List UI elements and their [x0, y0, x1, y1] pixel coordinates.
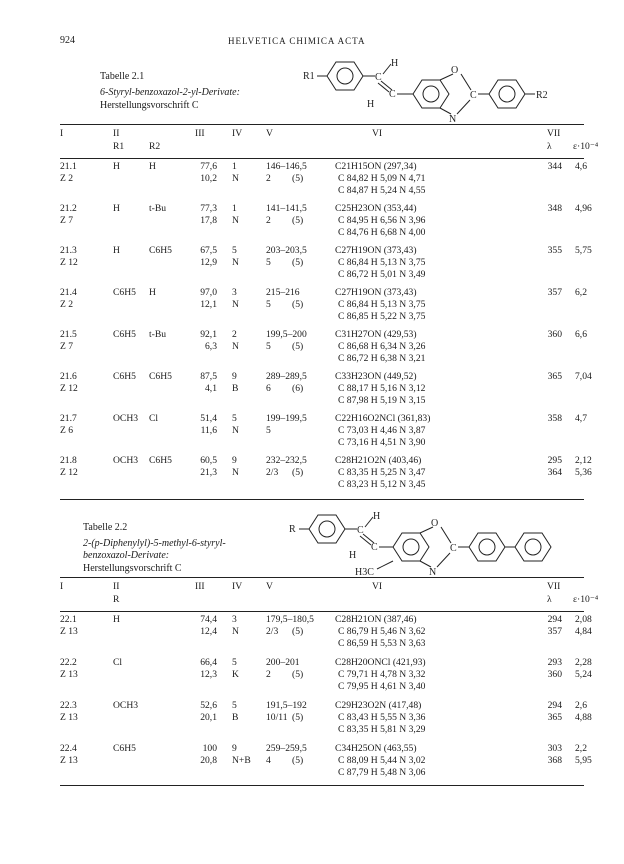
row-iv-1: 5	[232, 700, 237, 711]
row-formula: C27H19ON (373,43)	[335, 287, 417, 298]
row-r1: OCH3	[113, 455, 139, 466]
subheader-lambda: λ	[547, 594, 552, 605]
row-formula: C27H19ON (373,43)	[335, 245, 417, 256]
row-epsilon: 2,08	[575, 614, 592, 625]
table2-subtitle: Herstellungsvorschrift C	[83, 563, 182, 574]
row-melting-point: 259–259,5	[266, 743, 307, 754]
row-lambda: 360	[547, 329, 562, 340]
row-r2: H	[149, 287, 156, 298]
col-header: V	[266, 581, 273, 592]
col-header: III	[195, 581, 205, 592]
row-analysis-found: C 79,95 H 4,61 N 3,40	[338, 681, 426, 692]
row-r2: t-Bu	[149, 329, 167, 340]
row-lambda: 368	[547, 755, 562, 766]
row-id: 21.4	[60, 287, 77, 298]
table2-title-line1: 2-(p-Diphenylyl)-5-methyl-6-styryl-	[83, 538, 226, 549]
row-yield-2: 20,1	[200, 712, 217, 723]
row-v-3: (5)	[292, 467, 304, 478]
row-epsilon: 5,36	[575, 467, 592, 478]
row-iv-2: K	[232, 669, 239, 680]
row-analysis-calc: C 83,35 H 5,25 N 3,47	[338, 467, 426, 478]
row-yield-2: 11,6	[200, 425, 217, 436]
row-r2: Cl	[149, 413, 159, 424]
structure-diagram-1	[285, 52, 585, 132]
row-epsilon: 2,12	[575, 455, 592, 466]
row-iv-2: N	[232, 299, 239, 310]
subheader-r1: R1	[113, 141, 125, 152]
row-id: 21.1	[60, 161, 77, 172]
row-lambda: 357	[547, 287, 562, 298]
table-row	[0, 657, 624, 695]
row-v-3: (5)	[292, 173, 304, 184]
row-r2: H	[149, 161, 156, 172]
col-header: VII	[547, 581, 561, 592]
row-yield-2: 12,1	[200, 299, 217, 310]
col-header: VII	[547, 128, 561, 139]
row-formula: C34H25ON (463,55)	[335, 743, 417, 754]
row-yield-2: 10,2	[200, 173, 217, 184]
row-r1: H	[113, 203, 120, 214]
row-epsilon: 2,2	[575, 743, 587, 754]
struct1-h-bot: H	[367, 99, 375, 110]
col-header: II	[113, 128, 120, 139]
row-id: 21.5	[60, 329, 77, 340]
row-melting-point: 200–201	[266, 657, 300, 668]
row-yield-1: 77,3	[200, 203, 217, 214]
row-z: Z 12	[60, 257, 78, 268]
row-z: Z 13	[60, 626, 78, 637]
row-v-3: (5)	[292, 299, 304, 310]
row-iv-2: N	[232, 215, 239, 226]
table-row	[0, 614, 624, 652]
row-iv-1: 1	[232, 161, 237, 172]
table-row	[0, 371, 624, 409]
row-iv-1: 1	[232, 203, 237, 214]
struct2-c3: C	[450, 543, 457, 554]
row-epsilon: 5,95	[575, 755, 592, 766]
row-analysis-found: C 83,23 H 5,12 N 3,45	[338, 479, 426, 490]
row-yield-1: 97,0	[200, 287, 217, 298]
table-row	[0, 700, 624, 738]
row-z: Z 2	[60, 299, 74, 310]
table-row	[0, 743, 624, 781]
row-v-3: (5)	[292, 712, 304, 723]
col-header: I	[60, 581, 64, 592]
row-analysis-found: C 84,87 H 5,24 N 4,55	[338, 185, 426, 196]
row-v-2: 5	[266, 341, 271, 352]
row-z: Z 12	[60, 467, 78, 478]
row-iv-1: 2	[232, 329, 237, 340]
row-v-2: 2	[266, 173, 271, 184]
row-yield-1: 66,4	[200, 657, 217, 668]
row-iv-1: 9	[232, 743, 237, 754]
row-epsilon: 4,6	[575, 161, 587, 172]
row-iv-1: 3	[232, 614, 237, 625]
row-yield-2: 6,3	[205, 341, 217, 352]
row-id: 22.1	[60, 614, 77, 625]
row-iv-1: 9	[232, 371, 237, 382]
row-r1: C6H5	[113, 371, 136, 382]
row-r1: C6H5	[113, 287, 136, 298]
row-yield-2: 20,8	[200, 755, 217, 766]
row-formula: C33H23ON (449,52)	[335, 371, 417, 382]
row-analysis-calc: C 88,09 H 5,44 N 3,02	[338, 755, 426, 766]
row-lambda: 344	[547, 161, 562, 172]
row-v-2: 10/11	[266, 712, 288, 723]
row-yield-1: 51,4	[200, 413, 217, 424]
row-v-3: (5)	[292, 755, 304, 766]
page-number: 924	[60, 35, 75, 46]
row-z: Z 7	[60, 341, 74, 352]
row-epsilon: 2,28	[575, 657, 592, 668]
row-analysis-calc: C 86,84 H 5,13 N 3,75	[338, 299, 426, 310]
struct1-o: O	[451, 65, 459, 76]
row-yield-1: 74,4	[200, 614, 217, 625]
row-yield-2: 12,4	[200, 626, 217, 637]
row-v-3: (5)	[292, 257, 304, 268]
row-iv-2: B	[232, 712, 239, 723]
row-formula: C29H23O2N (417,48)	[335, 700, 422, 711]
row-analysis-calc: C 86,68 H 6,34 N 3,26	[338, 341, 426, 352]
row-iv-2: N	[232, 173, 239, 184]
row-melting-point: 199–199,5	[266, 413, 307, 424]
row-epsilon: 5,24	[575, 669, 592, 680]
table-row	[0, 287, 624, 325]
row-yield-2: 17,8	[200, 215, 217, 226]
table-row	[0, 329, 624, 367]
struct2-n: N	[429, 567, 437, 578]
struct2-h-top: H	[373, 511, 381, 522]
struct1-c3: C	[470, 90, 477, 101]
row-r1: C6H5	[113, 329, 136, 340]
col-header: III	[195, 128, 205, 139]
row-lambda: 293	[547, 657, 562, 668]
row-yield-1: 87,5	[200, 371, 217, 382]
row-id: 21.7	[60, 413, 77, 424]
struct1-c2: C	[389, 89, 396, 100]
row-epsilon: 5,75	[575, 245, 592, 256]
row-yield-2: 12,3	[200, 669, 217, 680]
row-analysis-found: C 86,72 H 6,38 N 3,21	[338, 353, 426, 364]
row-epsilon: 2,6	[575, 700, 587, 711]
row-lambda: 355	[547, 245, 562, 256]
row-r: OCH3	[113, 700, 139, 711]
row-lambda: 294	[547, 614, 562, 625]
row-melting-point: 232–232,5	[266, 455, 307, 466]
row-analysis-found: C 84,76 H 6,68 N 4,00	[338, 227, 426, 238]
row-iv-1: 5	[232, 413, 237, 424]
row-iv-1: 9	[232, 455, 237, 466]
row-epsilon: 4,84	[575, 626, 592, 637]
row-iv-2: N	[232, 425, 239, 436]
row-analysis-found: C 87,79 H 5,48 N 3,06	[338, 767, 426, 778]
table1-title: 6-Styryl-benzoxazol-2-yl-Derivate:	[100, 87, 240, 98]
table1-label: Tabelle 2.1	[100, 71, 145, 82]
row-analysis-calc: C 88,17 H 5,16 N 3,12	[338, 383, 426, 394]
row-yield-1: 77,6	[200, 161, 217, 172]
col-header: VI	[372, 581, 383, 592]
row-id: 21.6	[60, 371, 77, 382]
table1-header	[0, 128, 624, 158]
row-melting-point: 289–289,5	[266, 371, 307, 382]
col-header: II	[113, 581, 120, 592]
row-z: Z 12	[60, 383, 78, 394]
subheader-eps: ε·10⁻⁴	[573, 141, 599, 152]
row-v-3: (5)	[292, 215, 304, 226]
table-row	[0, 455, 624, 493]
row-analysis-found: C 87,98 H 5,19 N 3,15	[338, 395, 426, 406]
struct1-c1: C	[375, 72, 382, 83]
row-analysis-calc: C 84,95 H 6,56 N 3,96	[338, 215, 426, 226]
row-analysis-calc: C 86,79 H 5,46 N 3,62	[338, 626, 426, 637]
table-row	[0, 161, 624, 199]
row-yield-1: 92,1	[200, 329, 217, 340]
row-analysis-found: C 86,85 H 5,22 N 3,75	[338, 311, 426, 322]
row-epsilon: 7,04	[575, 371, 592, 382]
row-v-2: 4	[266, 755, 271, 766]
table2-title-line2: benzoxazol-Derivate:	[83, 550, 170, 561]
row-r2: t-Bu	[149, 203, 167, 214]
struct2-h-bot: H	[349, 550, 357, 561]
table-row	[0, 413, 624, 451]
table-row	[0, 245, 624, 283]
row-analysis-found: C 73,16 H 4,51 N 3,90	[338, 437, 426, 448]
row-yield-1: 52,6	[200, 700, 217, 711]
row-iv-2: B	[232, 383, 239, 394]
row-iv-1: 3	[232, 287, 237, 298]
row-formula: C22H16O2NCl (361,83)	[335, 413, 431, 424]
row-id: 21.8	[60, 455, 77, 466]
row-iv-1: 5	[232, 245, 237, 256]
row-v-2: 6	[266, 383, 271, 394]
row-melting-point: 203–203,5	[266, 245, 307, 256]
row-r: C6H5	[113, 743, 136, 754]
subheader-eps: ε·10⁻⁴	[573, 594, 599, 605]
row-lambda: 295	[547, 455, 562, 466]
row-formula: C28H20ONCl (421,93)	[335, 657, 426, 668]
row-id: 21.3	[60, 245, 77, 256]
row-melting-point: 141–141,5	[266, 203, 307, 214]
col-header: IV	[232, 581, 243, 592]
row-formula: C21H15ON (297,34)	[335, 161, 417, 172]
row-iv-2: N	[232, 467, 239, 478]
row-r1: H	[113, 245, 120, 256]
row-iv-1: 5	[232, 657, 237, 668]
row-formula: C31H27ON (429,53)	[335, 329, 417, 340]
row-z: Z 6	[60, 425, 74, 436]
subheader-lambda: λ	[547, 141, 552, 152]
row-id: 22.3	[60, 700, 77, 711]
row-melting-point: 191,5–192	[266, 700, 307, 711]
row-r: Cl	[113, 657, 123, 668]
struct1-r1: R1	[303, 71, 315, 82]
struct2-c1: C	[357, 525, 364, 536]
struct1-h-top: H	[391, 58, 399, 69]
row-analysis-found: C 86,72 H 5,01 N 3,49	[338, 269, 426, 280]
row-analysis-calc: C 79,71 H 4,78 N 3,32	[338, 669, 426, 680]
row-lambda: 303	[547, 743, 562, 754]
row-yield-1: 100	[202, 743, 217, 754]
row-melting-point: 179,5–180,5	[266, 614, 314, 625]
row-yield-2: 21,3	[200, 467, 217, 478]
row-v-3: (6)	[292, 383, 304, 394]
row-analysis-calc: C 73,03 H 4,46 N 3,87	[338, 425, 426, 436]
struct2-o: O	[431, 518, 439, 529]
col-header: VI	[372, 128, 383, 139]
row-z: Z 13	[60, 712, 78, 723]
row-iv-2: N+B	[232, 755, 251, 766]
row-id: 22.4	[60, 743, 77, 754]
struct1-n: N	[449, 114, 457, 125]
row-id: 21.2	[60, 203, 77, 214]
row-yield-2: 4,1	[205, 383, 217, 394]
row-v-2: 5	[266, 425, 271, 436]
struct2-r: R	[289, 524, 296, 535]
row-v-2: 5	[266, 257, 271, 268]
row-v-2: 5	[266, 299, 271, 310]
row-v-2: 2/3	[266, 467, 279, 478]
row-iv-2: N	[232, 257, 239, 268]
table-row	[0, 203, 624, 241]
row-lambda: 358	[547, 413, 562, 424]
row-v-2: 2/3	[266, 626, 279, 637]
row-r2: C6H5	[149, 371, 172, 382]
row-lambda: 348	[547, 203, 562, 214]
row-lambda: 365	[547, 371, 562, 382]
row-lambda: 357	[547, 626, 562, 637]
structure-diagram-2	[285, 505, 585, 585]
running-head: HELVETICA CHIMICA ACTA	[228, 36, 366, 46]
row-lambda: 360	[547, 669, 562, 680]
row-r2: C6H5	[149, 455, 172, 466]
struct2-h3c: H3C	[355, 567, 374, 578]
row-lambda: 294	[547, 700, 562, 711]
row-yield-1: 60,5	[200, 455, 217, 466]
row-z: Z 13	[60, 669, 78, 680]
subheader-r: R	[113, 594, 120, 605]
row-epsilon: 6,2	[575, 287, 587, 298]
row-analysis-calc: C 84,82 H 5,09 N 4,71	[338, 173, 426, 184]
struct1-r2: R2	[536, 90, 548, 101]
col-header: IV	[232, 128, 243, 139]
row-epsilon: 4,88	[575, 712, 592, 723]
row-melting-point: 199,5–200	[266, 329, 307, 340]
row-analysis-found: C 83,35 H 5,81 N 3,29	[338, 724, 426, 735]
row-r1: OCH3	[113, 413, 139, 424]
row-z: Z 2	[60, 173, 74, 184]
row-v-3: (5)	[292, 626, 304, 637]
row-yield-1: 67,5	[200, 245, 217, 256]
row-analysis-calc: C 86,84 H 5,13 N 3,75	[338, 257, 426, 268]
row-r1: H	[113, 161, 120, 172]
row-formula: C28H21O2N (403,46)	[335, 455, 422, 466]
row-epsilon: 4,7	[575, 413, 587, 424]
row-melting-point: 215–216	[266, 287, 300, 298]
row-yield-2: 12,9	[200, 257, 217, 268]
col-header: I	[60, 128, 64, 139]
subheader-r2: R2	[149, 141, 161, 152]
row-iv-2: N	[232, 626, 239, 637]
row-v-3: (5)	[292, 669, 304, 680]
row-id: 22.2	[60, 657, 77, 668]
row-iv-2: N	[232, 341, 239, 352]
row-v-2: 2	[266, 669, 271, 680]
table2-header	[0, 581, 624, 611]
table2-label: Tabelle 2.2	[83, 522, 128, 533]
table1-subtitle: Herstellungsvorschrift C	[100, 100, 199, 111]
row-lambda: 364	[547, 467, 562, 478]
row-v-3: (5)	[292, 341, 304, 352]
row-melting-point: 146–146,5	[266, 161, 307, 172]
row-epsilon: 6,6	[575, 329, 587, 340]
row-formula: C28H21ON (387,46)	[335, 614, 417, 625]
row-analysis-found: C 86,59 H 5,53 N 3,63	[338, 638, 426, 649]
row-epsilon: 4,96	[575, 203, 592, 214]
row-analysis-calc: C 83,43 H 5,55 N 3,36	[338, 712, 426, 723]
row-r: H	[113, 614, 120, 625]
row-formula: C25H23ON (353,44)	[335, 203, 417, 214]
row-r2: C6H5	[149, 245, 172, 256]
col-header: V	[266, 128, 273, 139]
row-z: Z 7	[60, 215, 74, 226]
row-lambda: 365	[547, 712, 562, 723]
row-z: Z 13	[60, 755, 78, 766]
struct2-c2: C	[371, 542, 378, 553]
row-v-2: 2	[266, 215, 271, 226]
